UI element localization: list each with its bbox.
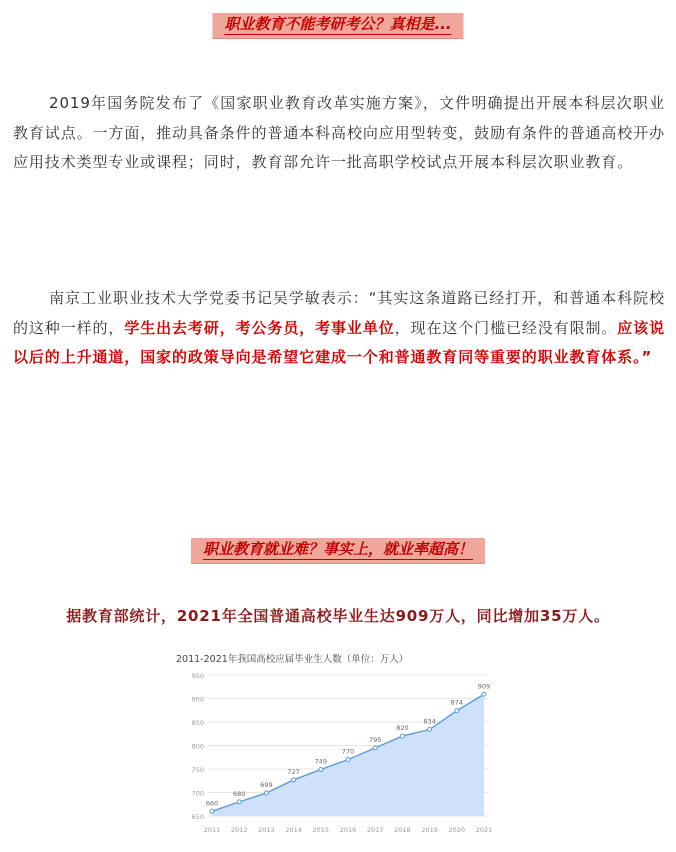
data-point [400,734,404,738]
y-tick-label: 650 [191,813,204,821]
section-banner-employment [191,538,485,563]
x-tick-label: 2013 [258,826,275,834]
statistic-sentence: 据教育部统计，2021年全国普通高校毕业生达909万人，同比增加35万人。 [66,607,610,625]
y-tick-label: 850 [191,719,204,727]
x-tick-label: 2011 [203,826,221,834]
data-point [292,778,296,782]
data-label: 770 [341,747,355,756]
data-label: 820 [396,724,409,733]
data-label: 909 [477,682,491,691]
x-tick-label: 2019 [421,826,438,834]
quote-highlight-b: 学生出去考研，考公务员，考事业单位 [124,318,395,337]
quote-highlight-d: 应该说以后的上升通道，国家的政策导向是希望它建成一个和普通教育同等重要的职业教育体系。” [13,318,665,366]
x-tick-label: 2017 [366,826,384,834]
data-point [482,692,486,696]
x-axis-ticks [204,826,493,834]
banner-text: 职业教育不能考研考公？真相是... [224,15,452,33]
paragraph-text: 2019年国务院发布了《国家职业教育改革实施方案》，文件明确提出开展本科层次职业教育试点。一方面，推动具备条件的普通本科高校向应用型转变，鼓励有条件的普通高校开办应用技术类型专业或课程；同时，教育部允许一批高职学校试点开展本科层次职业教育。 [13,94,665,171]
data-point [264,791,268,795]
y-tick-label: 900 [191,695,204,704]
x-tick-label: 2015 [312,826,330,834]
x-tick-label: 2012 [230,826,248,834]
y-tick-label: 700 [191,789,204,798]
x-tick-label: 2020 [448,826,466,834]
data-label: 680 [232,789,246,798]
data-point [455,709,459,713]
quote-text-c: ，现在这个门槛已经没有限制。 [394,318,618,337]
paragraph-policy [13,89,665,178]
data-label: 795 [368,735,382,744]
x-tick-label: 2018 [394,826,411,834]
data-label: 660 [205,799,219,808]
graduates-area-chart [176,650,506,840]
y-tick-label: 800 [191,742,204,751]
x-tick-label: 2016 [339,826,357,834]
y-tick-label: 950 [191,672,204,680]
data-label: 727 [287,767,300,776]
y-axis-ticks [192,672,204,821]
banner-text: 职业教育就业难？事实上，就业率超高！ [202,540,474,558]
data-point [237,800,241,804]
x-tick-label: 2014 [285,826,302,834]
chart-title: 2011-2021年我国高校应届毕业生人数（单位：万人） [176,654,409,665]
data-label: 834 [423,717,436,726]
y-tick-label: 750 [191,766,204,774]
data-label: 874 [450,698,464,707]
data-point [428,728,432,732]
paragraph-quote [13,284,665,373]
data-point [346,758,350,762]
data-point [319,767,323,771]
data-point [373,746,377,750]
section-banner-vocational-exams [212,13,463,38]
x-tick-label: 2021 [475,826,493,834]
data-label: 699 [260,780,273,789]
quote-text-a: 南京工业职业技术大学党委书记吴学敏表示：“其实这条道路已经打开，和普通本科院校的这种一样的， [13,289,665,337]
data-label: 749 [314,757,328,766]
data-point [210,809,214,813]
